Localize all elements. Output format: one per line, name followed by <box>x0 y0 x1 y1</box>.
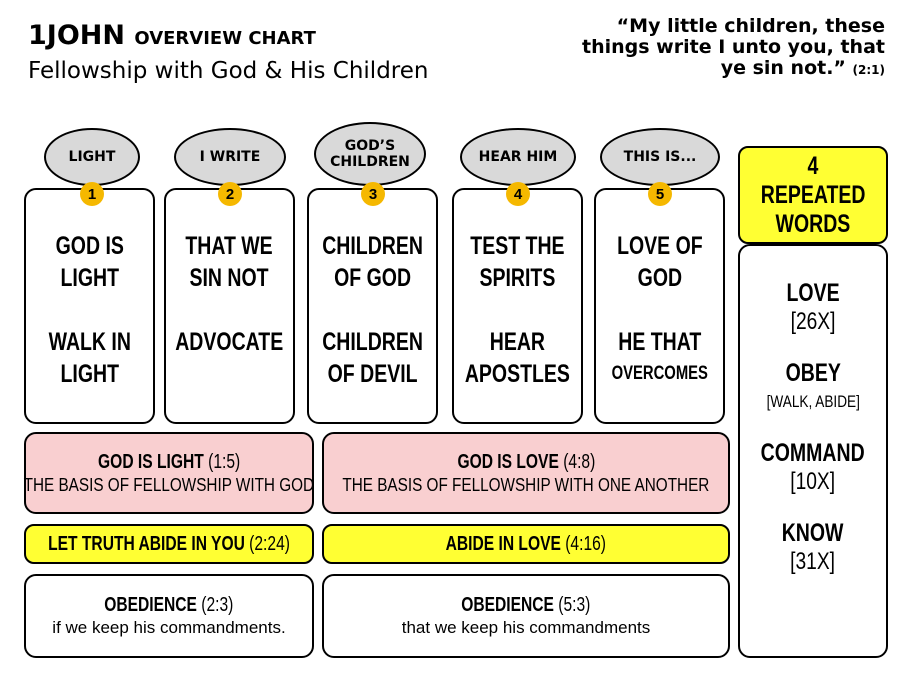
section-3-oval: GOD’S CHILDREN <box>314 122 426 186</box>
section-5-point-2: HE THAT OVERCOMES <box>611 328 708 384</box>
quote-line-1: “My little children, these <box>616 15 885 37</box>
section-1-oval: LIGHT <box>44 128 140 186</box>
quote-line-2: things write I unto you, that <box>582 36 885 58</box>
section-5-number-badge: 5 <box>648 182 672 206</box>
section-2-point-2: ADVOCATE <box>175 328 284 356</box>
section-5-point-1: LOVE OF GOD <box>616 232 703 292</box>
section-1-number-badge: 1 <box>80 182 104 206</box>
section-2-point-1: THAT WE SIN NOT <box>185 232 274 292</box>
section-4-number-badge: 4 <box>506 182 530 206</box>
section-5-oval: THIS IS... <box>600 128 720 186</box>
section-3-point-1: CHILDREN OF GOD <box>322 232 423 292</box>
obedience-right-box: OBEDIENCE (5:3) that we keep his commandments <box>322 574 730 658</box>
book-title: 1JOHN <box>28 20 125 51</box>
repeated-words-list <box>738 244 888 658</box>
repeated-word-command: COMMAND [10X] <box>760 439 865 495</box>
chart-label: OVERVIEW CHART <box>134 28 316 49</box>
section-3-card <box>307 188 438 424</box>
section-4-point-1: TEST THE SPIRITS <box>470 232 565 292</box>
theme-god-is-love: GOD IS LOVE (4:8) THE BASIS OF FELLOWSHIP WITH ONE ANOTHER <box>322 432 730 514</box>
theme-god-is-light: GOD IS LIGHT (1:5) THE BASIS OF FELLOWSHIP WITH GOD <box>24 432 314 514</box>
page-title <box>28 20 316 51</box>
section-5-card <box>594 188 725 424</box>
key-verse-quote <box>520 16 885 81</box>
quote-line-3-text: ye sin not.” <box>720 57 846 79</box>
quote-ref: (2:1) <box>852 63 885 77</box>
section-2-oval: I WRITE <box>174 128 286 186</box>
section-3-number-badge: 3 <box>361 182 385 206</box>
section-4-point-2: HEAR APOSTLES <box>464 328 571 388</box>
page-subtitle: Fellowship with God & His Children <box>28 58 429 84</box>
section-1-point-1: GOD IS LIGHT <box>55 232 124 292</box>
section-1-card <box>24 188 155 424</box>
section-2-number-badge: 2 <box>218 182 242 206</box>
section-4-oval: HEAR HIM <box>460 128 576 186</box>
section-2-card <box>164 188 295 424</box>
obedience-left-box: OBEDIENCE (2:3) if we keep his commandments. <box>24 574 314 658</box>
quote-line-3 <box>520 58 885 81</box>
repeated-word-know: KNOW [31X] <box>782 519 844 575</box>
abide-truth-box: LET TRUTH ABIDE IN YOU (2:24) <box>24 524 314 564</box>
repeated-word-love: LOVE [26X] <box>786 279 840 335</box>
section-1-point-2: WALK IN LIGHT <box>48 328 131 388</box>
section-3-point-2: CHILDREN OF DEVIL <box>322 328 423 388</box>
repeated-word-obey: OBEY [WALK, ABIDE] <box>766 359 860 411</box>
abide-love-box: ABIDE IN LOVE (4:16) <box>322 524 730 564</box>
section-4-card <box>452 188 583 424</box>
repeated-words-header: 4 REPEATED WORDS <box>738 146 888 244</box>
